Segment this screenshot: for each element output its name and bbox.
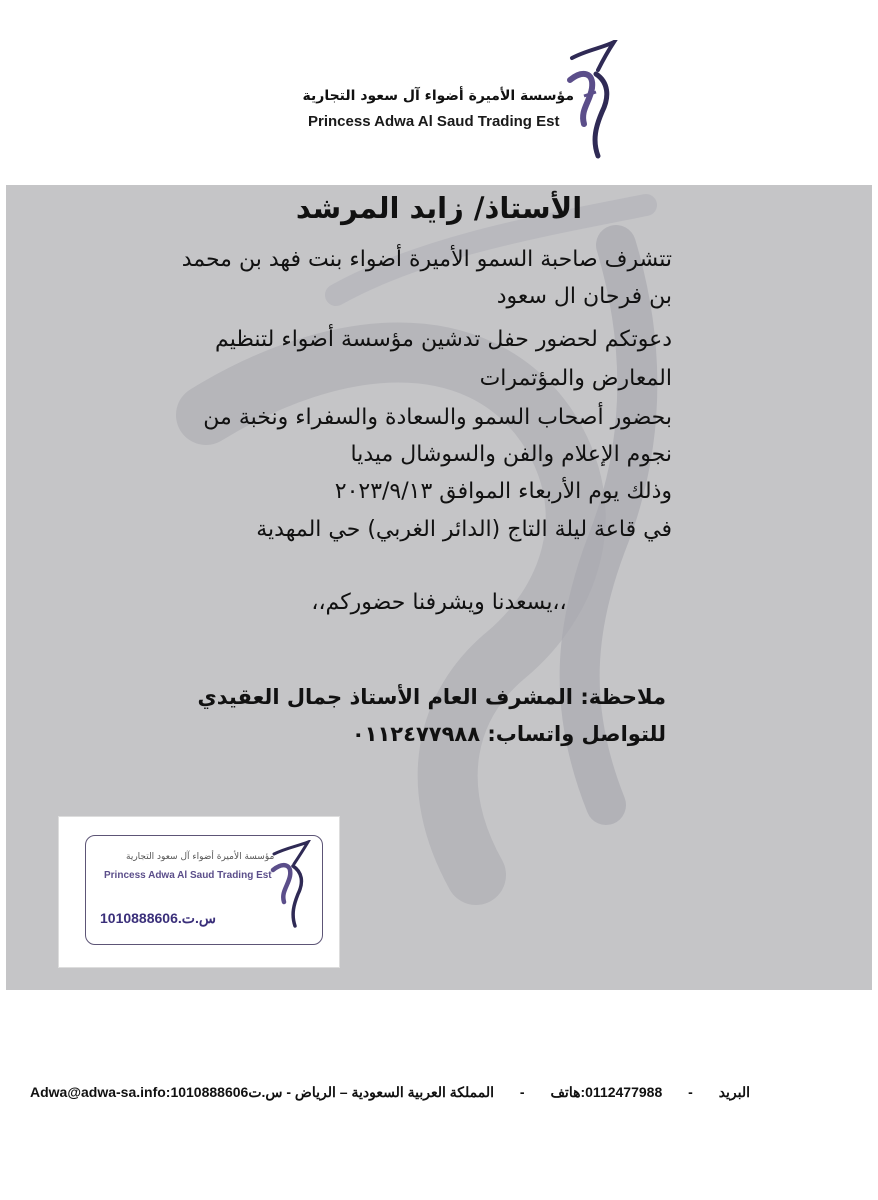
business-card: [58, 816, 340, 968]
org-name-english: Princess Adwa Al Saud Trading Est: [308, 113, 560, 130]
footer-separator: -: [519, 1084, 525, 1100]
invitation-panel: [6, 185, 872, 990]
supervisor-note: ملاحظة: المشرف العام الأستاذ جمال العقيدي: [197, 685, 666, 709]
closing-phrase: ،،يسعدنا ويشرفنا حضوركم،،: [311, 590, 567, 615]
event-date-line: وذلك يوم الأربعاء الموافق ٢٠٢٣/٩/١٣: [334, 479, 672, 504]
org-name-arabic: مؤسسة الأميرة أضواء آل سعود التجارية: [302, 88, 574, 104]
letter-line: نجوم الإعلام والفن والسوشال ميديا: [350, 442, 672, 467]
letter-line: المعارض والمؤتمرات: [479, 366, 672, 391]
recipient-title: الأستاذ/ زايد المرشد: [295, 191, 583, 225]
footer-address: المملكة العربية السعودية – الرياض - س.ت1010888606: [170, 1084, 494, 1100]
letter-line: تتشرف صاحبة السمو الأميرة أضواء بنت فهد بن محمد: [181, 247, 672, 272]
letterhead: [0, 0, 878, 185]
card-org-name-arabic: مؤسسة الأميرة أضواء آل سعود التجارية: [126, 852, 275, 862]
venue-line: في قاعة ليلة التاج (الدائر الغربي) حي المهدية: [256, 517, 672, 542]
letter-line: دعوتكم لحضور حفل تدشين مؤسسة أضواء لتنظيم: [215, 327, 672, 352]
footer-separator: -: [688, 1084, 693, 1100]
footer-email: Adwa@adwa-sa.info:البريد: [30, 1084, 751, 1100]
whatsapp-contact: للتواصل واتساب: ٠١١٢٤٧٧٩٨٨: [351, 722, 666, 746]
card-logo-icon: [268, 840, 312, 930]
card-frame: [85, 835, 323, 945]
footer-contact-line: [30, 1084, 850, 1101]
card-registration-number: 1010888606.س.ت: [100, 910, 216, 926]
footer-phone: 0112477988:هاتف: [550, 1084, 663, 1100]
letter-line: بن فرحان ال سعود: [496, 284, 672, 309]
letter-line: بحضور أصحاب السمو والسعادة والسفراء ونخبة من: [203, 405, 672, 430]
card-org-name-english: Princess Adwa Al Saud Trading Est: [104, 870, 272, 881]
